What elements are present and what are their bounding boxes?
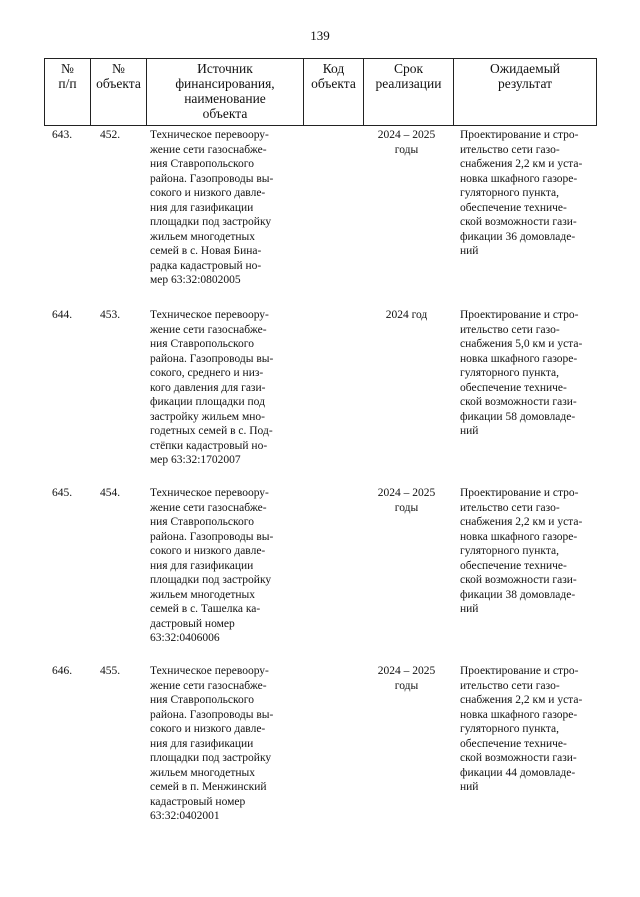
cell-source-line: ния для газификации bbox=[150, 737, 254, 750]
cell-source bbox=[150, 664, 295, 824]
cell-term bbox=[360, 486, 453, 515]
header-code: Код объекта bbox=[304, 59, 364, 126]
cell-source-line: жение сети газоснабже- bbox=[150, 323, 267, 336]
cell-num-line: 644. bbox=[52, 309, 73, 321]
table-header bbox=[44, 58, 597, 126]
cell-term-line: 2024 – 2025 bbox=[377, 129, 436, 141]
cell-source-line: Техническое перевоору- bbox=[150, 129, 269, 141]
cell-num-line: 645. bbox=[52, 487, 73, 499]
cell-source bbox=[150, 128, 295, 288]
cell-result-line: фикации 38 домовладе- bbox=[460, 588, 576, 601]
cell-source-line: площадки под застройку bbox=[150, 752, 272, 764]
cell-result-line: ний bbox=[460, 603, 479, 615]
cell-num-line: 646. bbox=[52, 665, 73, 677]
cell-object-num-line: 453. bbox=[100, 309, 121, 321]
cell-source-line: района. Газопроводы вы- bbox=[150, 172, 274, 185]
cell-source-line: сокого и низкого давле- bbox=[150, 545, 266, 557]
cell-source-line: стёпки кадастровый но- bbox=[150, 439, 268, 452]
cell-result-line: обеспечение техниче- bbox=[460, 381, 567, 394]
cell-term-line: годы bbox=[394, 501, 419, 514]
header-result: Ожидаемый результат bbox=[454, 59, 597, 126]
cell-source-line: района. Газопроводы вы- bbox=[150, 352, 274, 365]
page-number: 139 bbox=[310, 28, 330, 43]
cell-source-line: дастровый номер bbox=[150, 617, 235, 630]
cell-object-num-line: 455. bbox=[100, 665, 121, 677]
cell-source-line: сокого и низкого давле- bbox=[150, 723, 266, 735]
cell-source-line: жение сети газоснабже- bbox=[150, 143, 267, 156]
cell-source-line: жильем многодетных bbox=[150, 230, 255, 243]
cell-result-line: ской возможности гази- bbox=[460, 216, 577, 228]
cell-result-line: ний bbox=[460, 781, 479, 793]
cell-source-line: Техническое перевоору- bbox=[150, 487, 269, 499]
cell-result-line: обеспечение техниче- bbox=[460, 201, 567, 214]
cell-result-line: ительство сети газо- bbox=[460, 679, 560, 692]
cell-source-line: семей в с. Новая Бина- bbox=[150, 245, 262, 257]
cell-source-line: сокого и низкого давле- bbox=[150, 187, 266, 199]
cell-object-num-line: 454. bbox=[100, 487, 121, 499]
cell-result-line: фикации 44 домовладе- bbox=[460, 766, 576, 779]
cell-result-line: ительство сети газо- bbox=[460, 143, 560, 156]
cell-source-line: 63:32:0402001 bbox=[150, 810, 220, 822]
cell-source-line: ния для газификации bbox=[150, 559, 254, 572]
cell-term-line: годы bbox=[394, 143, 419, 156]
cell-result-line: новка шкафного газоре- bbox=[460, 352, 578, 365]
cell-num-line: 643. bbox=[52, 129, 73, 141]
cell-object-num bbox=[100, 128, 142, 143]
cell-source-line: фикации площадки под bbox=[150, 396, 265, 408]
cell-source bbox=[150, 308, 295, 468]
cell-source-line: жильем многодетных bbox=[150, 766, 255, 779]
cell-object-num bbox=[100, 664, 142, 679]
cell-result-line: гуляторного пункта, bbox=[460, 723, 559, 735]
cell-source-line: кого давления для гази- bbox=[150, 381, 266, 394]
cell-result-line: фикации 36 домовладе- bbox=[460, 230, 576, 243]
cell-source-line: 63:32:0406006 bbox=[150, 632, 220, 644]
cell-source-line: площадки под застройку bbox=[150, 216, 272, 228]
cell-source bbox=[150, 486, 295, 646]
cell-source-line: годетных семей в с. Под- bbox=[150, 425, 273, 437]
cell-result-line: гуляторного пункта, bbox=[460, 187, 559, 199]
cell-result bbox=[460, 128, 598, 259]
cell-source-line: ния для газификации bbox=[150, 201, 254, 214]
cell-source-line: ния Ставропольского bbox=[150, 338, 254, 350]
cell-term-line: 2024 год bbox=[385, 309, 428, 321]
cell-num bbox=[52, 128, 90, 143]
cell-source-line: площадки под застройку bbox=[150, 574, 272, 586]
cell-result-line: обеспечение техниче- bbox=[460, 737, 567, 750]
cell-source-line: мер 63:32:0802005 bbox=[150, 274, 241, 286]
cell-term-line: 2024 – 2025 bbox=[377, 665, 436, 677]
cell-object-num-line: 452. bbox=[100, 129, 121, 141]
cell-result-line: снабжения 2,2 км и уста- bbox=[460, 158, 583, 170]
cell-num bbox=[52, 308, 90, 323]
cell-source-line: ния Ставропольского bbox=[150, 516, 254, 528]
cell-result-line: снабжения 5,0 км и уста- bbox=[460, 338, 583, 350]
header-object-num: № объекта bbox=[91, 59, 147, 126]
cell-result-line: ний bbox=[460, 245, 479, 257]
cell-result-line: ской возможности гази- bbox=[460, 396, 577, 408]
cell-source-line: застройку жильем мно- bbox=[150, 410, 265, 423]
header-num: № п/п bbox=[45, 59, 91, 126]
cell-result-line: ской возможности гази- bbox=[460, 574, 577, 586]
cell-result-line: Проектирование и стро- bbox=[460, 487, 579, 499]
cell-source-line: жильем многодетных bbox=[150, 588, 255, 601]
cell-result bbox=[460, 308, 598, 439]
cell-source-line: кадастровый номер bbox=[150, 795, 246, 808]
cell-result bbox=[460, 486, 598, 617]
cell-source-line: Техническое перевоору- bbox=[150, 665, 269, 677]
cell-result-line: гуляторного пункта, bbox=[460, 545, 559, 557]
cell-result-line: Проектирование и стро- bbox=[460, 665, 579, 677]
cell-source-line: семей в п. Менжинский bbox=[150, 781, 267, 793]
cell-term bbox=[360, 308, 453, 323]
cell-result-line: фикации 58 домовладе- bbox=[460, 410, 576, 423]
cell-num bbox=[52, 486, 90, 501]
cell-result-line: ительство сети газо- bbox=[460, 501, 560, 514]
cell-result-line: новка шкафного газоре- bbox=[460, 172, 578, 185]
cell-source-line: радка кадастровый но- bbox=[150, 259, 262, 272]
cell-result-line: гуляторного пункта, bbox=[460, 367, 559, 379]
cell-result bbox=[460, 664, 598, 795]
cell-source-line: семей в с. Ташелка ка- bbox=[150, 603, 261, 615]
cell-source-line: ния Ставропольского bbox=[150, 694, 254, 706]
cell-result-line: снабжения 2,2 км и уста- bbox=[460, 516, 583, 528]
cell-result-line: ний bbox=[460, 425, 479, 437]
cell-source-line: ния Ставропольского bbox=[150, 158, 254, 170]
cell-source-line: сокого, среднего и низ- bbox=[150, 367, 264, 379]
cell-source-line: жение сети газоснабже- bbox=[150, 679, 267, 692]
cell-term bbox=[360, 128, 453, 157]
cell-result-line: ительство сети газо- bbox=[460, 323, 560, 336]
cell-term-line: годы bbox=[394, 679, 419, 692]
cell-result-line: ской возможности гази- bbox=[460, 752, 577, 764]
cell-term bbox=[360, 664, 453, 693]
cell-object-num bbox=[100, 486, 142, 501]
cell-source-line: района. Газопроводы вы- bbox=[150, 708, 274, 721]
cell-result-line: обеспечение техниче- bbox=[460, 559, 567, 572]
header-term: Срок реализации bbox=[364, 59, 454, 126]
cell-source-line: Техническое перевоору- bbox=[150, 309, 269, 321]
cell-object-num bbox=[100, 308, 142, 323]
cell-result-line: снабжения 2,2 км и уста- bbox=[460, 694, 583, 706]
cell-result-line: Проектирование и стро- bbox=[460, 309, 579, 321]
cell-source-line: района. Газопроводы вы- bbox=[150, 530, 274, 543]
cell-result-line: новка шкафного газоре- bbox=[460, 708, 578, 721]
cell-result-line: Проектирование и стро- bbox=[460, 129, 579, 141]
cell-source-line: жение сети газоснабже- bbox=[150, 501, 267, 514]
cell-result-line: новка шкафного газоре- bbox=[460, 530, 578, 543]
cell-term-line: 2024 – 2025 bbox=[377, 487, 436, 499]
cell-source-line: мер 63:32:1702007 bbox=[150, 454, 241, 466]
header-source: Источник финансирования, наименование объекта bbox=[147, 59, 304, 126]
cell-num bbox=[52, 664, 90, 679]
